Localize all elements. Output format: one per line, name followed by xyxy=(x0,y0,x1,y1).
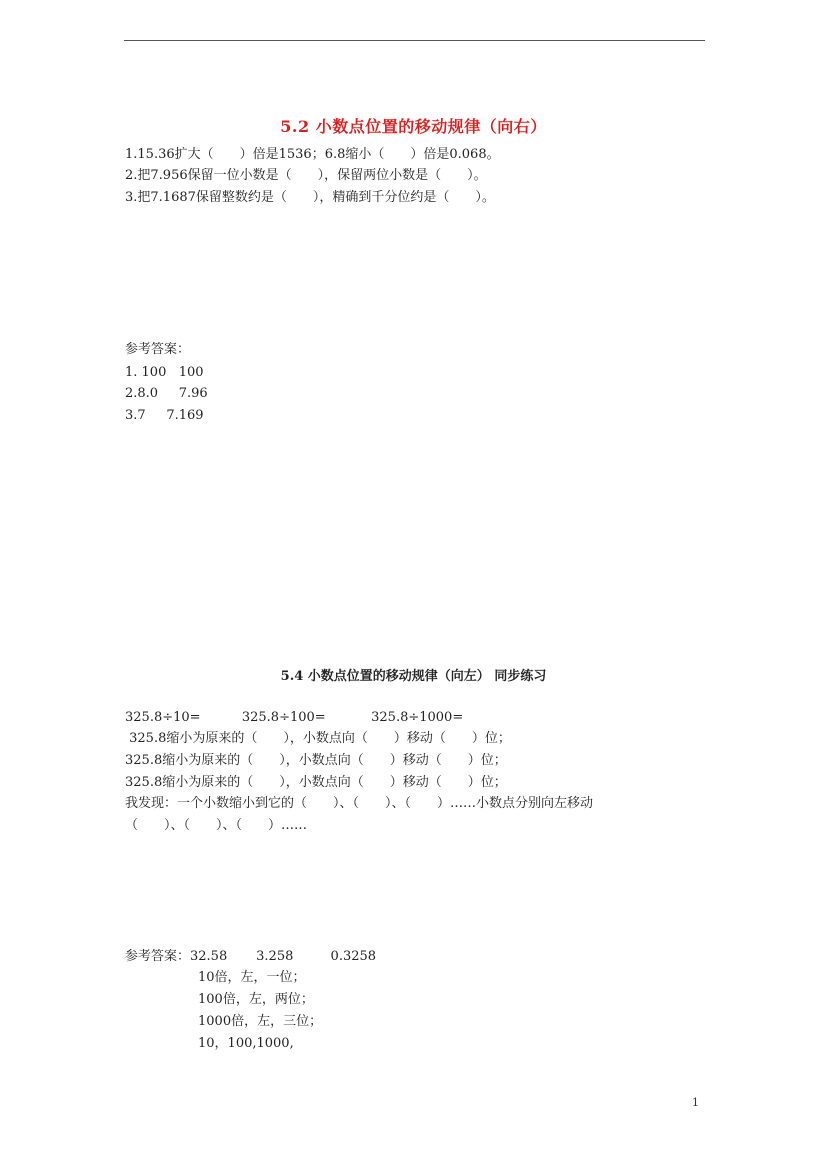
exercise-line-5: （ ）、（ ）、（ ）…… xyxy=(125,818,308,833)
calc-line: 325.8÷10= 325.8÷100= 325.8÷1000= xyxy=(125,710,464,725)
header-rule xyxy=(124,40,705,41)
section2-answer-2: 100倍，左，两位； xyxy=(198,992,314,1007)
section2-title: 5.4 小数点位置的移动规律（向左） 同步练习 xyxy=(280,669,547,684)
section1-answer-heading: 参考答案： xyxy=(125,342,191,357)
page-number: 1 xyxy=(692,1096,699,1109)
exercise-line-2: 325.8缩小为原来的（ ），小数点向（ ）移动（ ）位； xyxy=(125,753,507,768)
section2-answer-heading: 参考答案：32.58 3.258 0.3258 xyxy=(125,949,377,964)
question-2: 2.把7.956保留一位小数是（ ），保留两位小数是（ ）。 xyxy=(125,168,487,183)
section1-answer-1: 1. 100 100 xyxy=(125,365,204,380)
section2-answer-3: 1000倍，左，三位； xyxy=(198,1014,323,1029)
question-1: 1.15.36扩大（ ）倍是1536；6.8缩小（ ）倍是0.068。 xyxy=(125,147,500,162)
question-3: 3.把7.1687保留整数约是（ ），精确到千分位约是（ ）。 xyxy=(125,190,495,205)
exercise-line-1: 325.8缩小为原来的（ ），小数点向（ ）移动（ ）位； xyxy=(125,731,511,746)
section2-answer-1: 10倍，左，一位； xyxy=(198,970,306,985)
section2-answer-4: 10，100,1000, xyxy=(198,1036,294,1051)
exercise-line-4: 我发现：一个小数缩小到它的（ ）、（ ）、（ ）……小数点分别向左移动 xyxy=(125,796,594,811)
exercise-line-3: 325.8缩小为原来的（ ），小数点向（ ）移动（ ）位； xyxy=(125,775,507,790)
section1-answer-3: 3.7 7.169 xyxy=(125,408,204,423)
section1-title: 5.2 小数点位置的移动规律（向右） xyxy=(280,117,547,136)
section1-answer-2: 2.8.0 7.96 xyxy=(125,386,208,401)
